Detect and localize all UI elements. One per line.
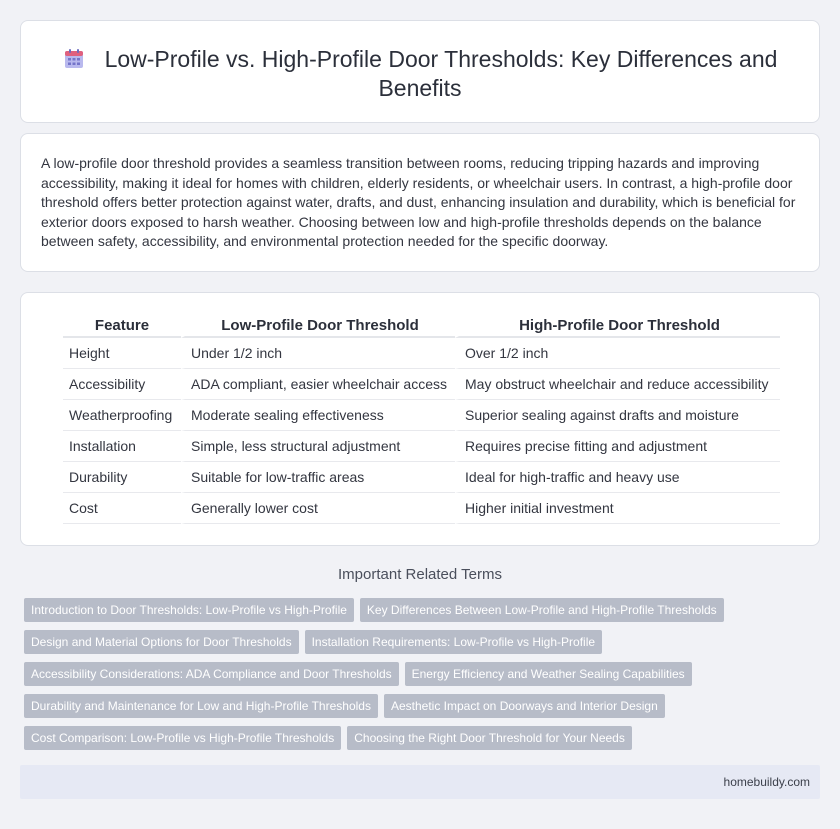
related-term-link[interactable]: Cost Comparison: Low-Profile vs High-Profile Thresholds [24,726,341,750]
related-term-link[interactable]: Choosing the Right Door Threshold for Your Needs [347,726,632,750]
table-row [63,431,780,462]
table-cell: Cost [63,493,181,524]
table-cell: May obstruct wheelchair and reduce accessibility [455,369,780,400]
table-cell: Accessibility [63,369,181,400]
tag-row [24,694,744,726]
calendar-icon [63,48,85,70]
table-cell: Suitable for low-traffic areas [181,462,455,493]
related-term-link[interactable]: Design and Material Options for Door Thresholds [24,630,299,654]
related-term-link[interactable]: Durability and Maintenance for Low and High-Profile Thresholds [24,694,378,718]
table-cell: Ideal for high-traffic and heavy use [455,462,780,493]
related-term-link[interactable]: Accessibility Considerations: ADA Compliance and Door Thresholds [24,662,399,686]
table-cell: Under 1/2 inch [181,338,455,369]
tag-row [24,726,744,758]
table-header-row [63,317,780,338]
table-cell: ADA compliant, easier wheelchair access [181,369,455,400]
table-row [63,400,780,431]
column-header-low-profile: Low-Profile Door Threshold [181,317,455,338]
column-header-feature: Feature [63,317,181,338]
related-terms-list [24,598,744,758]
intro-card [20,133,820,272]
table-cell: Higher initial investment [455,493,780,524]
related-term-link[interactable]: Installation Requirements: Low-Profile vs High-Profile [305,630,602,654]
table-cell: Simple, less structural adjustment [181,431,455,462]
tag-row [24,662,744,694]
tag-row [24,598,744,630]
intro-paragraph: A low-profile door threshold provides a seamless transition between rooms, reducing tripping hazards and improving accessibility, making it ideal for homes with children, elderly residents, or wheelchair users. In contrast, a high-profile door threshold offers better protection against water, drafts, and dust, enhancing insulation and durability, which is beneficial for exterior doors exposed to harsh weather. Choosing between low and high-profile thresholds depends on the balance between safety, accessibility, and environmental protection needed for the specific doorway. [41,155,796,250]
table-cell: Height [63,338,181,369]
related-term-link[interactable]: Energy Efficiency and Weather Sealing Capabilities [405,662,692,686]
footer [20,765,820,799]
table-cell: Over 1/2 inch [455,338,780,369]
header-card [20,20,820,123]
table-cell: Durability [63,462,181,493]
table-row [63,462,780,493]
table-cell: Requires precise fitting and adjustment [455,431,780,462]
column-header-high-profile: High-Profile Door Threshold [455,317,780,338]
table-cell: Generally lower cost [181,493,455,524]
table-cell: Moderate sealing effectiveness [181,400,455,431]
related-term-link[interactable]: Aesthetic Impact on Doorways and Interior Design [384,694,665,718]
footer-site-name: homebuildy.com [723,775,810,789]
table-cell: Installation [63,431,181,462]
comparison-table [63,317,780,524]
comparison-card [20,292,820,546]
table-cell: Weatherproofing [63,400,181,431]
table-row [63,369,780,400]
related-term-link[interactable]: Introduction to Door Thresholds: Low-Profile vs High-Profile [24,598,354,622]
title-wrap [21,45,819,103]
tag-row [24,630,744,662]
table-cell: Superior sealing against drafts and moisture [455,400,780,431]
table-row [63,493,780,524]
related-term-link[interactable]: Key Differences Between Low-Profile and High-Profile Thresholds [360,598,724,622]
related-terms-heading: Important Related Terms [338,566,502,583]
table-row [63,338,780,369]
page-title: Low-Profile vs. High-Profile Door Thresholds: Key Differences and Benefits [104,46,778,101]
